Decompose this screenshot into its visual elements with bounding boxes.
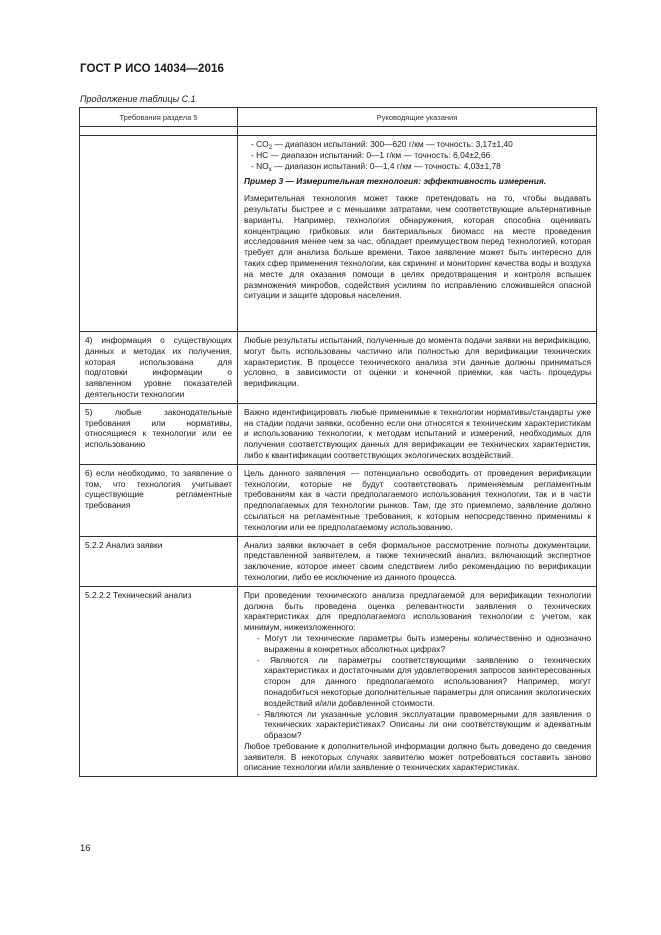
- column-header-requirements: Требования раздела 5: [80, 108, 238, 127]
- table-row: [80, 464, 597, 536]
- table-row: [80, 536, 597, 586]
- table-cell-right: Анализ заявки включает в себя формальное рассмотрение полноты документации, представленной заявителем, а также технический анализ, включающий экспертное заключение, которое имеет своим следствием либо рекомендацию по верификации технологии, либо ее исключение из данного процесса.: [238, 536, 597, 586]
- table-cell-left: 4) информация о существующих данных и методах их получения, которая использована для подготовки информации о заявленном уровне показателей деятельности технологии: [80, 332, 238, 404]
- table-cell-left: 5.2.2 Анализ заявки: [80, 536, 238, 586]
- table-row: [80, 586, 597, 777]
- range-line-nox: - $NO_x$ — диапазон испытаний: 0—1,4 г/км — точность: 4,03±1,78: [251, 160, 501, 173]
- table-cell-left: [80, 136, 238, 332]
- analysis-bullet: - Являются ли указанные условия эксплуатации правомерными для заявления о технических характеристиках? Описаны ли они соответствующим и адекватным образом?: [257, 708, 591, 741]
- table-row: [80, 127, 597, 136]
- analysis-bullet: - Являются ли параметры соответствующими заявлению о технических характеристиках и достаточными для удовлетворения запросов заинтересованных сторон для данного предполагаемого использования? Например, могут понадобиться некоторые дополнительные параметры для описания экологических воздействий и/или добавленной стоимости.: [257, 654, 591, 708]
- analysis-intro: При проведении технического анализа предлагаемой для верификации технологии должна быть проведена оценка релевантности заявления о технических характеристиках для предполагаемого использования технологии с учетом, как минимум, нижеизложенного:: [244, 589, 591, 633]
- table-cell-right: Любые результаты испытаний, полученные до момента подачи заявки на верификацию, могут быть использованы частично или полностью для верификации технических характеристик. В процессе технического анализа эти данные должны приниматься условно, в зависимости от оценки и конечной приемки, как часть процедуры верификации.: [238, 332, 597, 404]
- page-number: 16: [80, 843, 91, 854]
- analysis-bullet: - Могут ли технические параметры быть измерены количественно и однозначно выражены в конкретных абсолютных цифрах?: [257, 632, 591, 654]
- table-cell-left: [80, 127, 238, 136]
- table-cell-left: 6) если необходимо, то заявление о том, что технология учитывает существующие регламентные требования: [80, 464, 238, 536]
- table-row: [80, 403, 597, 464]
- column-header-guidance: Руководящие указания: [238, 108, 597, 127]
- table-row: [80, 332, 597, 404]
- table-cell-right: [238, 136, 597, 332]
- table-cell-left: 5) любые законодательные требования или нормативы, относящиеся к технологии или ее использованию: [80, 403, 238, 464]
- example-heading: Пример 3 — Измерительная технология: эффективность измерения.: [244, 176, 547, 187]
- range-line-hc: - НС — диапазон испытаний: 0—1 г/км — точность: 6,04±2,66: [251, 149, 491, 160]
- table-row: [80, 136, 597, 332]
- range-line-co2: - $CO_2$ — диапазон испытаний: 300—620 г/км — точность: 3,17±1,40: [251, 139, 513, 151]
- table-caption: Продолжение таблицы С.1: [80, 94, 196, 104]
- table-cell-right: [238, 586, 597, 777]
- example-paragraph: Измерительная технология может также претендовать на то, чтобы выдавать результаты быстрее и с меньшими затратами, чем соответствующие альтернативные варианты. Например, технология обнаружения, которая способна оценивать концентрацию грибковых или бактериальных биомасс на месте проведения исследования менее чем за час, обладает преимуществом перед технологией, которая требует для анализа больше времени. Такое заявление может быть интересно для таких сфер применения технологии, как скрининг и мониторинг качества воды и воздуха на месте для оказания помощи в целях предотвращения и контроля вспышек размножения микробов, содействия усилиям по исправлению сложившейся опасной ситуации и защите здоровья населения.: [244, 193, 591, 301]
- table-cell-right: Цель данного заявления — потенциально освободить от проведения верификации технологии, которые не будут соответствовать применяемым регламентным требованиям как в части предполагаемого использования технологии, так и в части предполагаемых для технологии рынков. Там, где это приемлемо, заявление должно ссылаться на регламентные требования, к которым непосредственно применимы к технологии или ее предполагаемому использованию.: [238, 464, 597, 536]
- table-cell-right: [238, 127, 597, 136]
- table-header-row: [80, 108, 597, 127]
- table-cell-left: 5.2.2.2 Технический анализ: [80, 586, 238, 777]
- document-title: ГОСТ Р ИСО 14034—2016: [80, 63, 225, 75]
- analysis-outro: Любое требование к дополнительной информации должно быть доведено до сведения заявителя. В некоторых случаях заявителю может потребоваться составить заново описание технологии и/или заявление о технических характеристиках.: [244, 740, 591, 773]
- table-cell-right: Важно идентифицировать любые применимые к технологии нормативы/стандарты уже на стадии подачи заявки, особенно если они относятся к техническим характеристикам и использованию технологии, к методам испытаний и измерений, необходимых для получения соответствующих данных для верификации ее технических характеристик, либо к квантификации соответствующих экологических воздействий.: [238, 403, 597, 464]
- requirements-table: [79, 107, 597, 777]
